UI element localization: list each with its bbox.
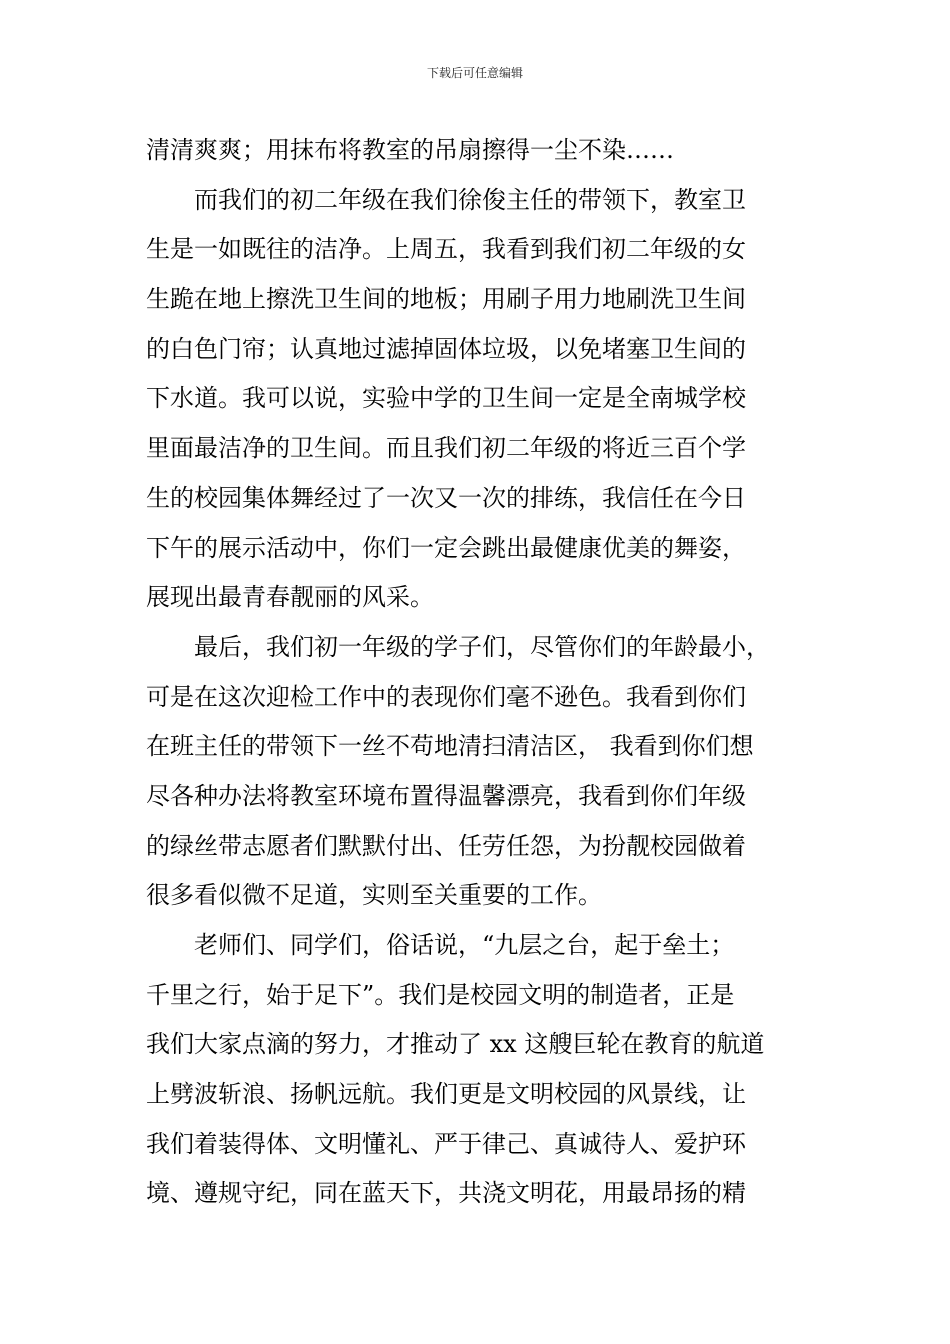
text-line: 很多看似微不足道，实则至关重要的工作。 xyxy=(146,881,602,910)
text-line: 而我们的初二年级在我们徐俊主任的带领下，教室卫 xyxy=(194,185,746,214)
text-line: 我们大家点滴的努力，才推动了 xx 这艘巨轮在教育的航道 xyxy=(146,1030,765,1059)
text-line: 里面最洁净的卫生间。而且我们初二年级的将近三百个学 xyxy=(146,434,746,463)
text-line: 下水道。我可以说，实验中学的卫生间一定是全南城学校 xyxy=(146,384,746,413)
text-line: 千里之行，始于足下”。我们是校园文明的制造者，正是 xyxy=(146,980,735,1009)
text-line: 我们着装得体、文明懂礼、严于律己、真诚待人、爱护环 xyxy=(146,1129,746,1158)
text-line: 上劈波斩浪、扬帆远航。我们更是文明校园的风景线，让 xyxy=(146,1080,746,1109)
text-line: 在班主任的带领下一丝不苟地清扫清洁区， 我看到你们想 xyxy=(146,732,754,761)
text-line: 可是在这次迎检工作中的表现你们毫不逊色。我看到你们 xyxy=(146,682,746,711)
text-line: 尽各种办法将教室环境布置得温馨漂亮，我看到你们年级 xyxy=(146,781,746,810)
text-line: 展现出最青春靓丽的风采。 xyxy=(146,583,434,612)
text-line: 境、遵规守纪，同在蓝天下，共浇文明花，用最昂扬的精 xyxy=(146,1179,746,1208)
page-header: 下载后可任意编辑 xyxy=(426,66,523,80)
text-line: 最后，我们初一年级的学子们，尽管你们的年龄最小， xyxy=(194,632,770,661)
text-line: 的绿丝带志愿者们默默付出、任劳任怨，为扮靓校园做着 xyxy=(146,831,746,860)
document-body xyxy=(146,126,812,1219)
text-line: 下午的展示活动中，你们一定会跳出最健康优美的舞姿， xyxy=(146,533,746,562)
text-line: 生跪在地上擦洗卫生间的地板；用刷子用力地刷洗卫生间 xyxy=(146,285,746,314)
text-line: 生是一如既往的洁净。上周五，我看到我们初二年级的女 xyxy=(146,235,746,264)
text-line: 清清爽爽；用抹布将教室的吊扇擦得一尘不染…… xyxy=(146,136,674,164)
text-line: 生的校园集体舞经过了一次又一次的排练，我信任在今日 xyxy=(146,483,746,512)
text-line: 的白色门帘；认真地过滤掉固体垃圾，以免堵塞卫生间的 xyxy=(146,334,746,363)
text-line: 老师们、同学们，俗话说，“九层之台，起于垒土； xyxy=(194,931,735,959)
